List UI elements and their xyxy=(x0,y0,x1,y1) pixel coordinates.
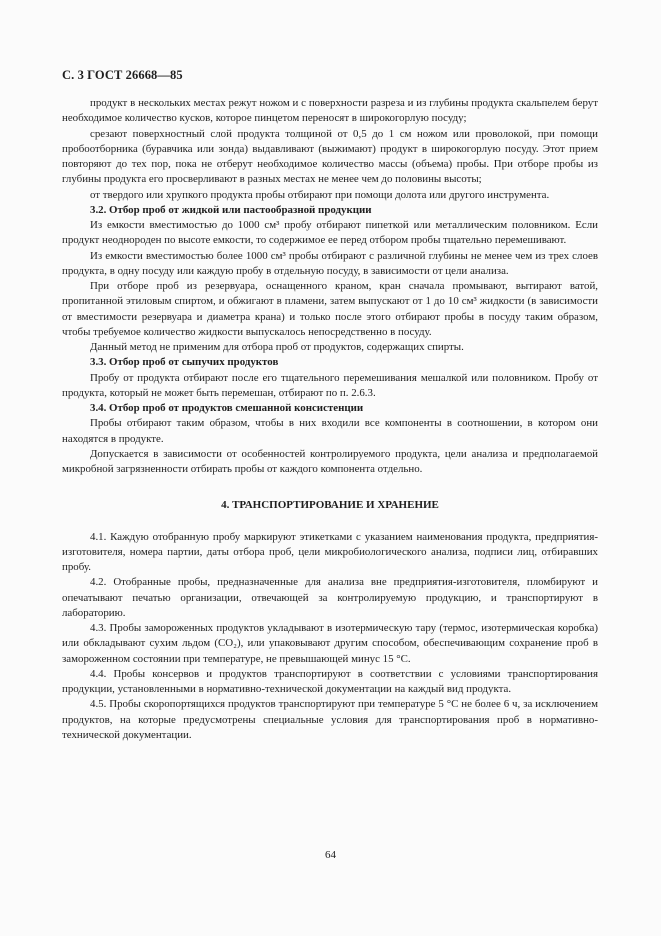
paragraph: 4.4. Пробы консервов и продуктов транспортируют в соответствии с условиями транспортирования продукции, установленными в нормативно-технической документации на каждый вид продукта. xyxy=(62,667,598,695)
subsection-heading: 3.3. Отбор проб от сыпучих продуктов xyxy=(90,356,279,369)
paragraph: Допускается в зависимости от особенностей контролируемого продукта, цели анализа и предполагаемой микробной загрязненности отбирать пробы от каждого компонента отдельно. xyxy=(62,447,598,475)
paragraph: срезают поверхностный слой продукта толщиной от 0,5 до 1 см ножом или проволокой, при помощи пробоотборника (буравчика или зонда) выдавливают (выжимают) продукт в широкогорлую посуду. Этот прием повторяют до тех пор, пока не отберут необходимое количество массы (объема) пробы. При отборе пробы из глубины продукта его просверливают в разных местах не менее чем до половины высоты; xyxy=(62,127,598,186)
page-header: С. 3 ГОСТ 26668—85 xyxy=(62,68,183,82)
paragraph: 4.5. Пробы скоропортящихся продуктов транспортируют при температуре 5 °С не более 6 ч, за исключением продуктов, на которые предусмотрены специальные условия для транспортирования проб в нормативно-технической документации. xyxy=(62,698,598,741)
paragraph: Из емкости вместимостью до 1000 см³ пробу отбирают пипеткой или металлическим половником. Если продукт неоднороден по высоте емкости, то содержимое ее перед отбором пробы тщательно перемешивают. xyxy=(62,219,598,247)
paragraph: 4.2. Отобранные пробы, предназначенные для анализа вне предприятия-изготовителя, пломбируют и опечатывают печатью организации, отвечающей за контролируемую продукцию, и транспортируют в лабораторию. xyxy=(62,576,598,619)
paragraph: Пробу от продукта отбирают после его тщательного перемешивания мешалкой или половником. Пробу от продукта, который не может быть перемешан, отбирают по п. 2.6.3. xyxy=(62,371,598,399)
document-body xyxy=(62,96,598,743)
paragraph: При отборе проб из резервуара, оснащенного краном, кран сначала промывают, вытирают ватой, пропитанной этиловым спиртом, и обжигают в пламени, затем выпускают от 1 до 10 см³ жидкости (в зависимости от вместимости резервуара и диаметра крана) и только после этого отбирают пробы в посуду таким образом, чтобы требуемое количество жидкости выпускалось непосредственно в посуду. xyxy=(62,280,598,338)
page-number: 64 xyxy=(325,849,336,861)
section-title: 4. ТРАНСПОРТИРОВАНИЕ И ХРАНЕНИЕ xyxy=(221,499,439,512)
subsection-heading: 3.2. Отбор проб от жидкой или пастообразной продукции xyxy=(90,203,372,216)
paragraph: 4.3. Пробы замороженных продуктов укладывают в изотермическую тару (термос, изотермическая коробка) или обкладывают сухим льдом (CO₂), или упаковывают другим способом, обеспечивающим сохранение проб в замороженном состоянии при температуре, не превышающей минус 15 °С. xyxy=(62,622,598,665)
paragraph: Данный метод не применим для отбора проб от продуктов, содержащих спирты. xyxy=(90,341,464,353)
subsection-heading: 3.4. Отбор проб от продуктов смешанной консистенции xyxy=(90,402,364,414)
paragraph: от твердого или хрупкого продукта пробы отбирают при помощи долота или другого инструмента. xyxy=(90,188,550,201)
paragraph: 4.1. Каждую отобранную пробу маркируют этикетками с указанием наименования продукта, предприятия-изготовителя, номера партии, даты отбора проб, цели микробиологического анализа, подписи лиц, отбиравших пробу. xyxy=(62,530,598,573)
paragraph: продукт в нескольких местах режут ножом и с поверхности разреза и из глубины продукта скальпелем берут необходимое количество кусков, которое пинцетом переносят в широкогорлую посуду; xyxy=(62,97,598,125)
paragraph: Из емкости вместимостью более 1000 см³ пробы отбирают с различной глубины не менее чем из трех слоев продукта, в одну посуду или каждую пробу в отдельную посуду, в зависимости от цели анализа. xyxy=(62,249,598,277)
paragraph: Пробы отбирают таким образом, чтобы в них входили все компоненты в соотношении, в котором они находятся в продукте. xyxy=(62,417,598,445)
